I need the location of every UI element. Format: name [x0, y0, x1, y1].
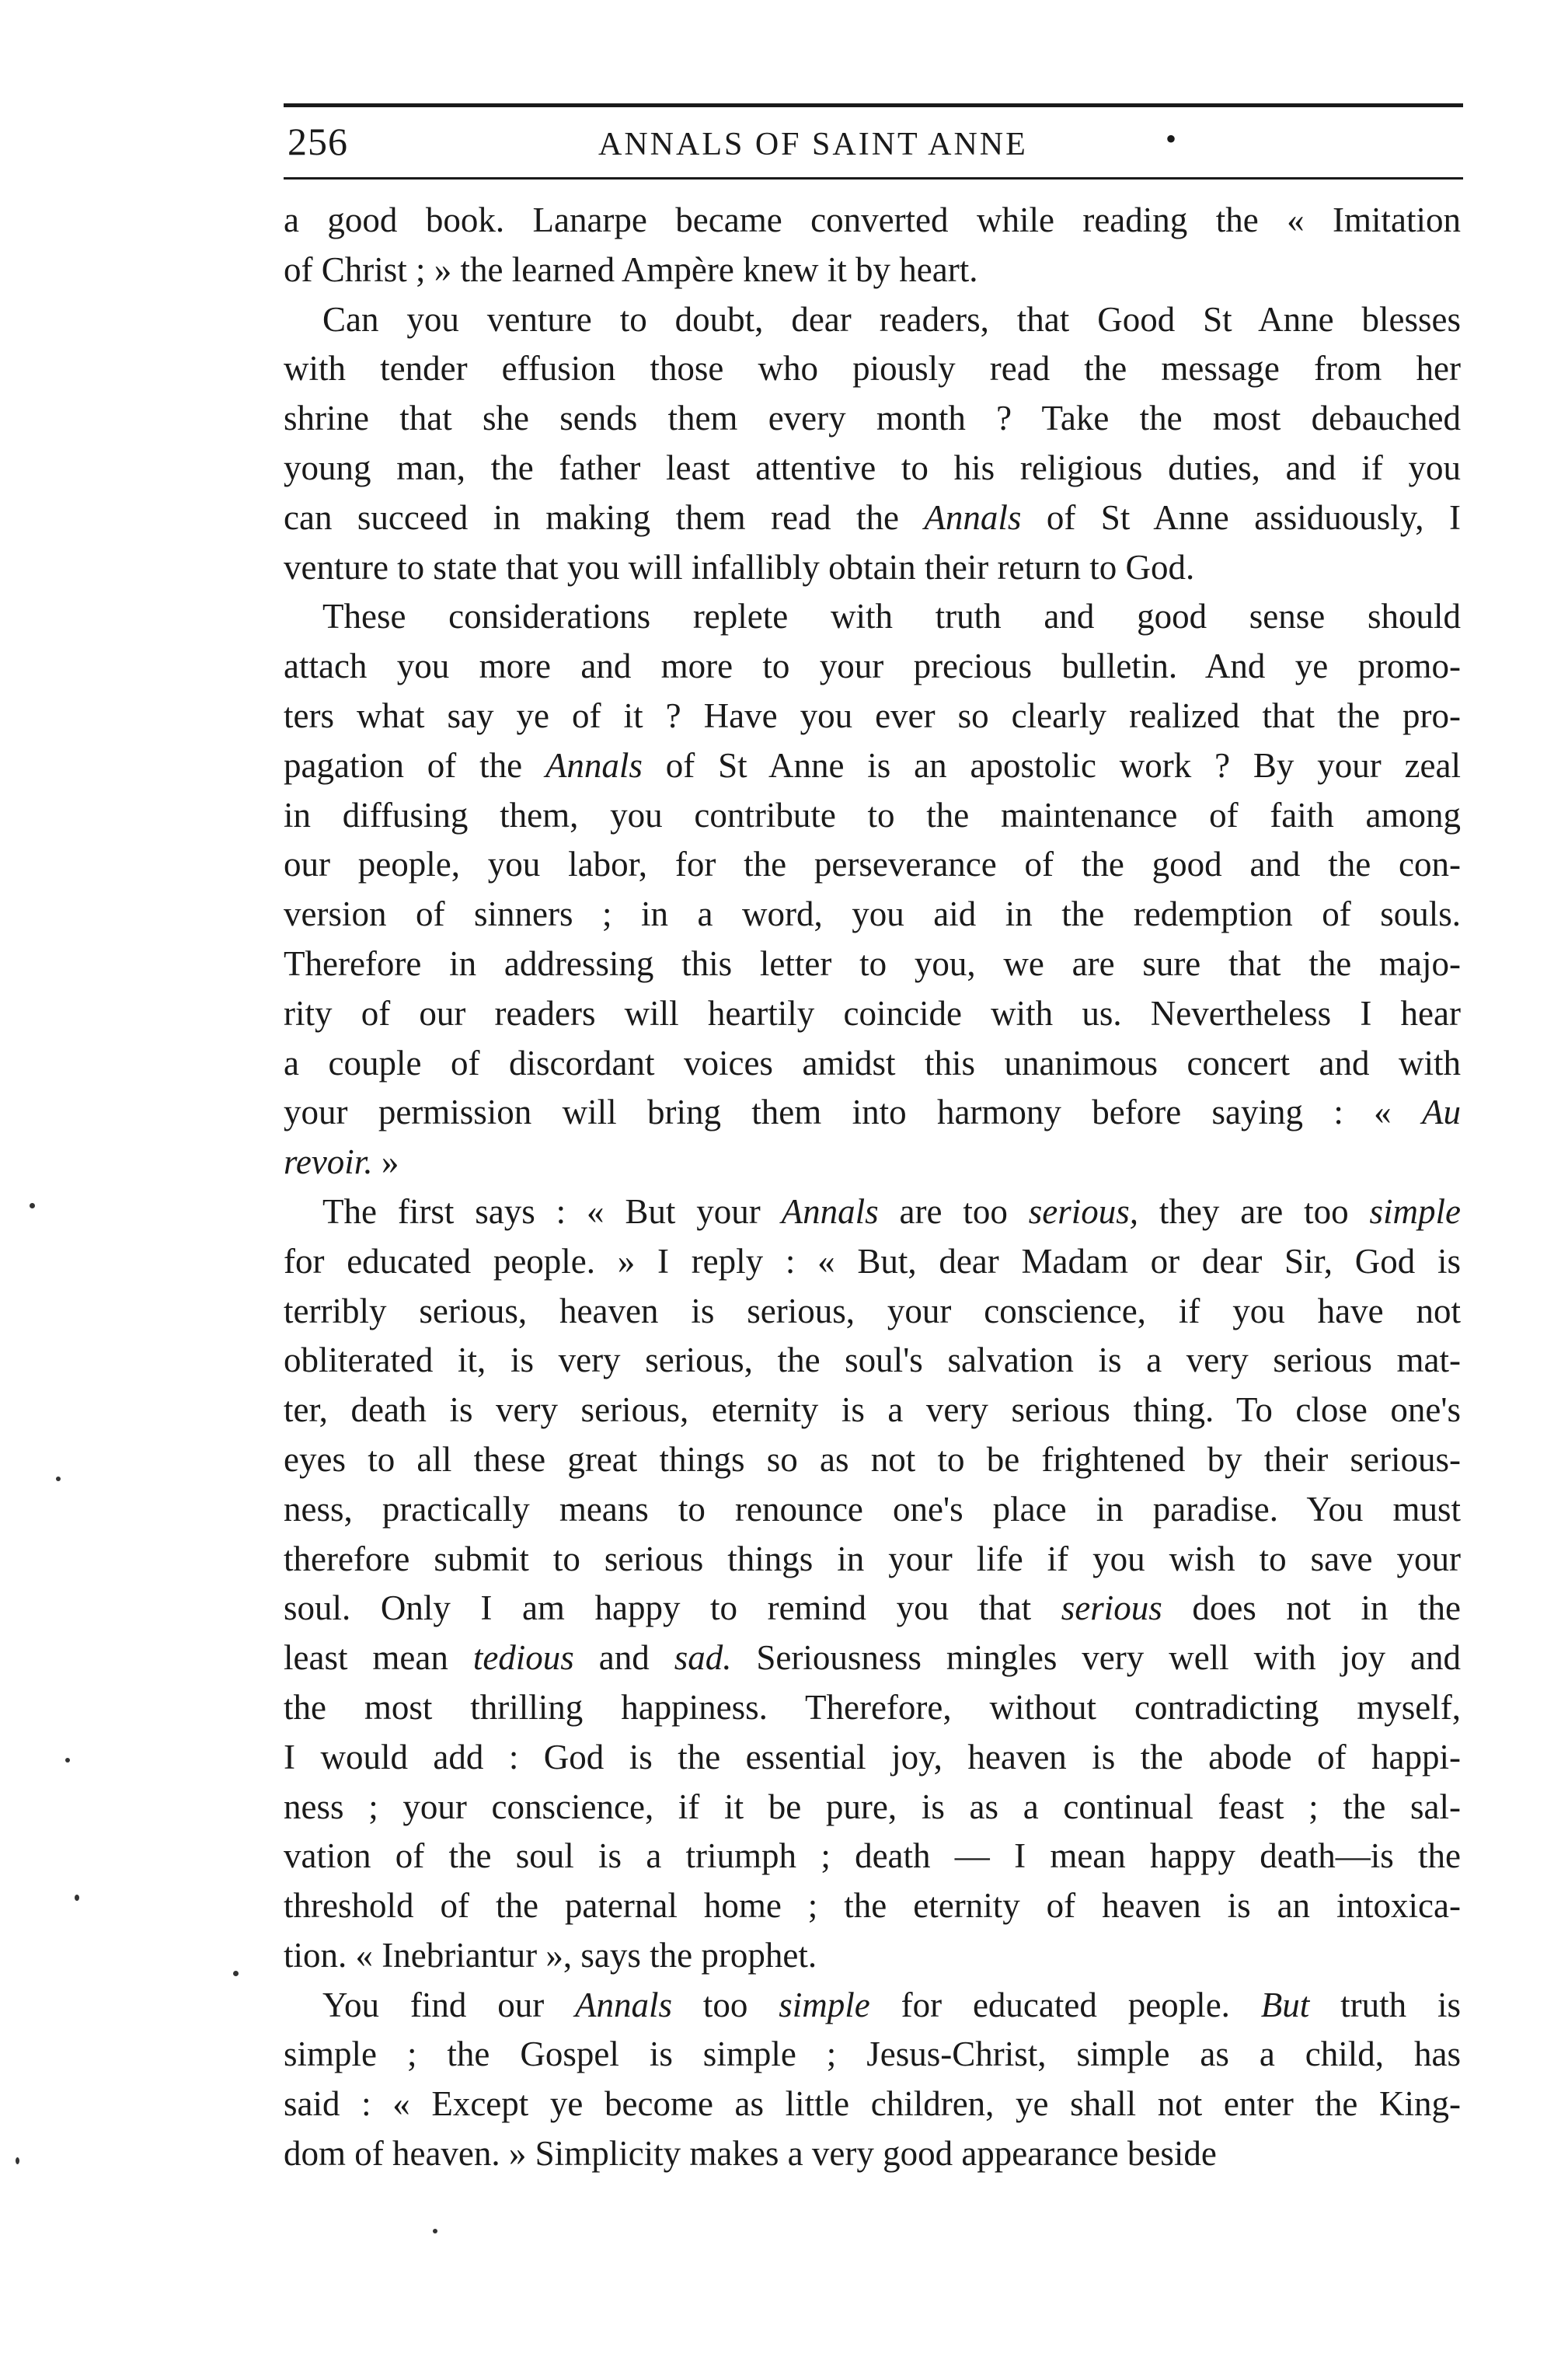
text-line [284, 1931, 1461, 1981]
text-line [284, 1287, 1461, 1337]
text-line [284, 1683, 1461, 1733]
text-line [284, 989, 1461, 1039]
text-line [284, 1386, 1461, 1435]
text-segment: You find our [322, 1985, 576, 2024]
text-segment: ness ; your conscience, if it be pure, is as a continual feast ; the sal- [284, 1787, 1461, 1826]
text-line [284, 344, 1461, 394]
italic-text: serious, [1028, 1191, 1139, 1231]
text-segment: eyes to all these great things so as not to be frightened by their serious- [284, 1439, 1461, 1479]
text-line [284, 1881, 1461, 1931]
text-line [284, 2030, 1461, 2080]
scan-speck [433, 2229, 437, 2233]
text-segment: of St Anne assiduously, I [1021, 497, 1461, 537]
italic-text: revoir. [284, 1142, 373, 1182]
text-line [284, 543, 1461, 593]
text-line [284, 1138, 1461, 1187]
text-segment: dom of heaven. » Simplicity makes a very good appearance beside [284, 2134, 1217, 2174]
text-line [284, 196, 1461, 246]
text-line [284, 2129, 1461, 2179]
text-line [284, 791, 1461, 841]
text-segment: and [573, 1638, 674, 1678]
text-line [284, 1733, 1461, 1783]
text-line [284, 1187, 1461, 1237]
scan-speck [30, 1203, 35, 1208]
text-segment: I would add : God is the essential joy, heaven is the abode of happi- [284, 1737, 1461, 1776]
text-segment: therefore submit to serious things in your life if you wish to save your [284, 1539, 1461, 1578]
header-bottom-rule [284, 177, 1463, 180]
text-line [284, 1336, 1461, 1386]
header-bullet: • [1166, 121, 1177, 156]
text-segment: Can you venture to doubt, dear readers, that Good St Anne blesses [322, 299, 1461, 339]
italic-text: simple [779, 1985, 870, 2024]
italic-text: Annals [924, 497, 1022, 537]
text-line [284, 940, 1461, 989]
text-segment: of Christ ; » the learned Ampère knew it by heart. [284, 249, 978, 289]
italic-text: tedious [472, 1638, 574, 1678]
text-line [284, 1485, 1461, 1535]
text-line [284, 1584, 1461, 1634]
text-line [284, 1088, 1461, 1138]
text-segment: simple ; the Gospel is simple ; Jesus-Christ, simple as a child, has [284, 2035, 1461, 2074]
text-line [284, 1981, 1461, 2031]
text-line [284, 1634, 1461, 1683]
scan-speck [65, 1758, 70, 1763]
text-segment: shrine that she sends them every month ? Take the most debauched [284, 399, 1461, 438]
text-line [284, 1039, 1461, 1089]
scan-speck [16, 2157, 19, 2164]
text-segment: a couple of discordant voices amidst this unanimous concert and with [284, 1043, 1461, 1083]
italic-text: serious [1061, 1588, 1162, 1628]
text-segment: truth is [1309, 1985, 1461, 2024]
text-segment: they are too [1138, 1191, 1370, 1231]
text-segment: venture to state that you will infallibly obtain their return to God. [284, 547, 1195, 587]
text-segment: » [372, 1142, 399, 1182]
text-line [284, 840, 1461, 890]
text-segment: said : « Except ye become as little children, ye shall not enter the King- [284, 2084, 1461, 2124]
text-line [284, 741, 1461, 791]
text-segment: pagation of the [284, 745, 545, 785]
text-segment: a good book. Lanarpe became converted while reading the « Imitation [284, 200, 1461, 239]
text-segment: ter, death is very serious, eternity is a very serious thing. To close one's [284, 1390, 1461, 1430]
text-segment: Seriousness mingles very well with joy and [731, 1638, 1461, 1678]
text-line [284, 1435, 1461, 1485]
text-segment: does not in the [1162, 1588, 1461, 1628]
text-segment: version of sinners ; in a word, you aid in the redemption of souls. [284, 894, 1461, 934]
text-line [284, 295, 1461, 345]
scan-speck [75, 1895, 79, 1901]
text-segment: soul. Only I am happy to remind you that [284, 1588, 1061, 1628]
text-segment: with tender effusion those who piously read the message from her [284, 349, 1461, 389]
page-number: 256 [287, 120, 348, 163]
text-segment: terribly serious, heaven is serious, your conscience, if you have not [284, 1291, 1461, 1330]
text-line [284, 692, 1461, 741]
text-segment: your permission will bring them into harmony before saying : « [284, 1093, 1422, 1132]
header-top-rule [284, 103, 1463, 107]
text-segment: tion. « Inebriantur », says the prophet. [284, 1935, 817, 1975]
scan-speck [233, 1971, 239, 1976]
scan-speck [56, 1477, 61, 1481]
text-line [284, 1783, 1461, 1832]
text-line [284, 2080, 1461, 2129]
text-segment: young man, the father least attentive to his religious duties, and if you [284, 448, 1461, 487]
text-segment: for educated people. [869, 1985, 1261, 2024]
italic-text: Au [1422, 1093, 1461, 1132]
italic-text: Annals [575, 1985, 673, 2024]
italic-text: Annals [545, 745, 643, 785]
text-line [284, 890, 1461, 940]
text-line [284, 1237, 1461, 1287]
text-line [284, 592, 1461, 642]
text-segment: our people, you labor, for the perseverance of the good and the con- [284, 845, 1461, 884]
text-line [284, 642, 1461, 692]
text-line [284, 1832, 1461, 1881]
text-segment: Therefore in addressing this letter to you, we are sure that the majo- [284, 943, 1461, 983]
running-title: ANNALS OF SAINT ANNE [598, 127, 1028, 162]
text-segment: are too [878, 1191, 1029, 1231]
text-line [284, 394, 1461, 444]
text-segment: can succeed in making them read the [284, 497, 925, 537]
italic-text: Annals [781, 1191, 879, 1231]
text-segment: of St Anne is an apostolic work ? By your zeal [642, 745, 1461, 785]
italic-text: sad. [674, 1638, 732, 1678]
text-segment: ness, practically means to renounce one's place in paradise. You must [284, 1489, 1461, 1529]
text-segment: rity of our readers will heartily coincide with us. Nevertheless I hear [284, 993, 1461, 1033]
text-line [284, 1535, 1461, 1585]
text-segment: obliterated it, is very serious, the soul's salvation is a very serious mat- [284, 1341, 1461, 1380]
italic-text: simple [1369, 1191, 1461, 1231]
text-segment: the most thrilling happiness. Therefore, without contradicting myself, [284, 1687, 1461, 1727]
text-segment: in diffusing them, you contribute to the maintenance of faith among [284, 795, 1461, 835]
text-segment: vation of the soul is a triumph ; death — I mean happy death—is the [284, 1836, 1461, 1876]
text-segment: too [672, 1985, 779, 2024]
text-line [284, 444, 1461, 493]
text-segment: ters what say ye of it ? Have you ever so clearly realized that the pro- [284, 696, 1461, 735]
text-segment: attach you more and more to your precious bulletin. And ye promo- [284, 647, 1461, 686]
text-segment: least mean [284, 1638, 473, 1678]
text-segment: threshold of the paternal home ; the eternity of heaven is an intoxica- [284, 1886, 1461, 1926]
text-segment: for educated people. » I reply : « But, dear Madam or dear Sir, God is [284, 1241, 1461, 1281]
text-segment: These considerations replete with truth and good sense should [322, 597, 1461, 636]
italic-text: But [1260, 1985, 1310, 2024]
body-text [284, 196, 1461, 2179]
text-line [284, 493, 1461, 543]
text-line [284, 246, 1461, 295]
text-segment: The first says : « But your [322, 1191, 782, 1231]
